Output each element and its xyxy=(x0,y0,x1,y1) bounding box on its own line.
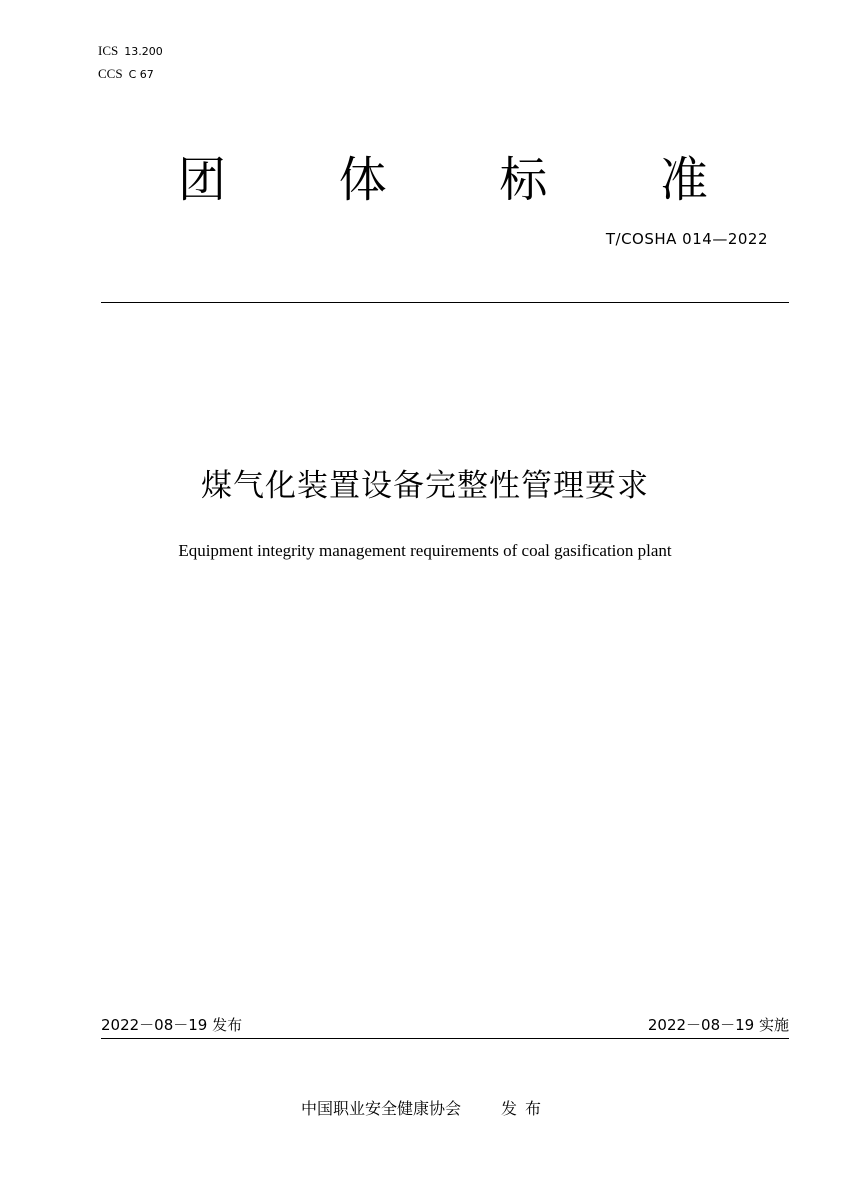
date-row xyxy=(101,1014,789,1036)
ics-label: ICS xyxy=(98,43,119,58)
ics-code xyxy=(98,40,163,63)
publisher-action: 发布 xyxy=(501,1099,550,1118)
implementation-date: 2022－08－19 实施 xyxy=(647,1016,789,1034)
doc-type-char: 体 xyxy=(338,152,387,208)
ccs-value: C 67 xyxy=(128,68,154,81)
footer-divider xyxy=(101,1038,789,1039)
classification-codes xyxy=(98,40,163,86)
publisher-organization: 中国职业安全健康协会 xyxy=(300,1099,461,1118)
publisher-line xyxy=(0,1097,850,1121)
header-divider xyxy=(101,302,789,303)
doc-type-char: 准 xyxy=(659,152,708,208)
ccs-label: CCS xyxy=(98,66,123,81)
doc-type-char: 团 xyxy=(178,152,227,208)
document-type-heading xyxy=(178,150,708,210)
doc-type-char: 标 xyxy=(499,152,548,208)
document-title-chinese: 煤气化装置设备完整性管理要求 xyxy=(201,468,649,504)
standard-number: T/COSHA 014—2022 xyxy=(605,230,768,248)
issue-date: 2022－08－19 发布 xyxy=(101,1016,243,1034)
ccs-code xyxy=(98,63,163,86)
document-title-english: Equipment integrity management requirements of coal gasification plant xyxy=(178,541,672,560)
ics-value: 13.200 xyxy=(124,45,163,58)
